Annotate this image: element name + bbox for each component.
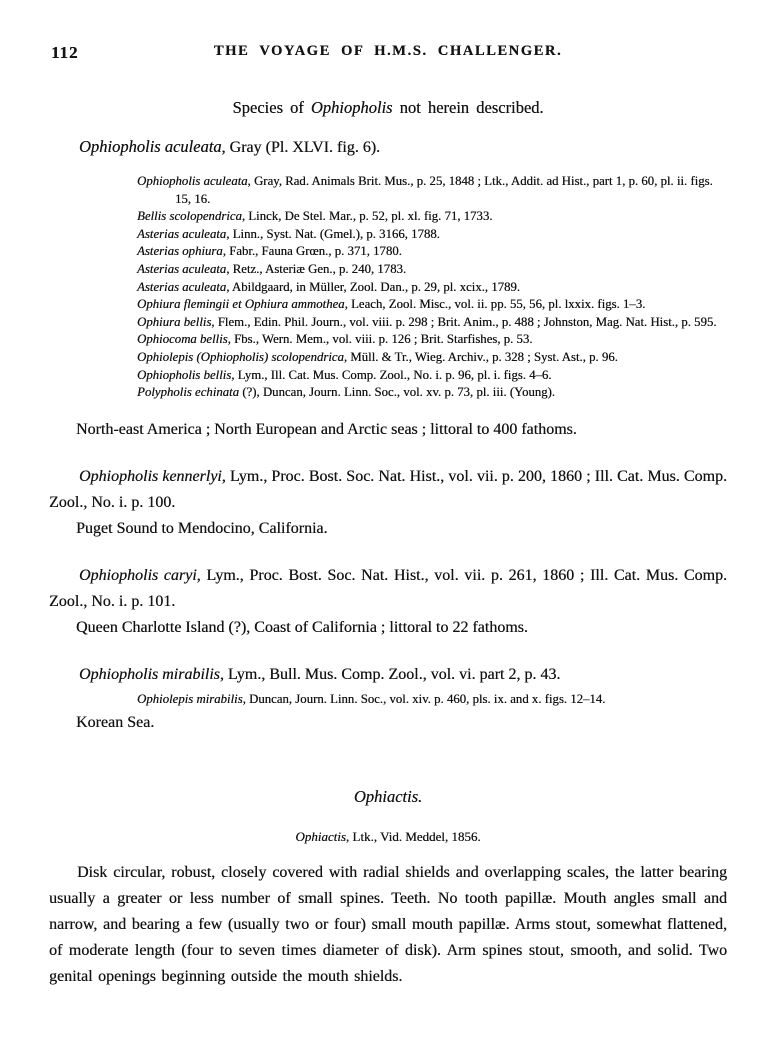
synonym-name: Asterias aculeata bbox=[137, 226, 227, 241]
synonym-entry bbox=[49, 279, 727, 297]
synonym-citation: , Duncan, Journ. Linn. Soc., vol. xiv. p. 460, pls. ix. and x. figs. 12–14. bbox=[242, 691, 606, 706]
species-citation: , Lym., Proc. Bost. Soc. Nat. Hist., vol. vii. p. 261, 1860 ; Ill. Cat. Mus. Comp. Zool., No. i. p. 101. bbox=[49, 566, 727, 610]
synonym-entry bbox=[49, 226, 727, 244]
synonym-list-aculeata bbox=[49, 173, 727, 402]
synonym-citation: , Leach, Zool. Misc., vol. ii. pp. 55, 56, pl. lxxix. figs. 1–3. bbox=[344, 297, 646, 312]
synonym-citation: , Gray, Rad. Animals Brit. Mus., p. 25, 1848 ; Ltk., Addit. ad Hist., part 1, p. 60, pl. ii. figs. 15, 16. bbox=[175, 174, 713, 206]
genus-name: Ophiactis. bbox=[353, 786, 423, 806]
species-citation: , Lym., Bull. Mus. Comp. Zool., vol. vi. part 2, p. 43. bbox=[219, 665, 561, 683]
species-citation: , Lym., Proc. Bost. Soc. Nat. Hist., vol. vii. p. 200, 1860 ; Ill. Cat. Mus. Comp. Zool., No. i. p. 100. bbox=[49, 467, 727, 511]
synonym-name: Ophiolepis (Ophiopholis) scolopendrica bbox=[137, 349, 344, 364]
species-heading-caryi bbox=[49, 563, 727, 615]
synonym-name: Asterias ophiura bbox=[137, 244, 223, 259]
distribution-mirabilis: Korean Sea. bbox=[76, 713, 155, 731]
species-heading-aculeata bbox=[79, 137, 727, 157]
synonym-name: Ophiolepis mirabilis bbox=[137, 691, 243, 706]
species-name: Ophiopholis aculeata bbox=[79, 137, 222, 156]
genus-citation-name: Ophiactis bbox=[295, 828, 346, 844]
synonym-name: Ophiocoma bellis bbox=[137, 332, 228, 347]
synonym-name: Asterias aculeata bbox=[137, 261, 227, 276]
synonym-entry bbox=[49, 384, 727, 402]
synonym-entry bbox=[49, 243, 727, 261]
synonym-entry bbox=[49, 349, 727, 367]
genus-heading bbox=[49, 787, 727, 807]
synonym-citation: , Flem., Edin. Phil. Journ., vol. viii. p. 298 ; Brit. Anim., p. 488 ; Johnston, Mag. Nat. Hist., p. 595. bbox=[211, 314, 717, 329]
species-citation: , Gray (Pl. XLVI. fig. 6). bbox=[221, 139, 381, 156]
synonym-entry bbox=[49, 296, 727, 314]
synonym-name: Ophiura flemingii et Ophiura ammothea bbox=[137, 297, 345, 312]
section-heading-prefix: Species of bbox=[232, 98, 311, 117]
synonym-name: Ophiopholis bellis bbox=[137, 367, 232, 382]
section-heading bbox=[49, 98, 727, 118]
genus-citation bbox=[49, 829, 727, 845]
running-title: THE VOYAGE OF H.M.S. CHALLENGER. bbox=[213, 43, 563, 59]
distribution-aculeata: North-east America ; North European and Arctic seas ; littoral to 400 fathoms. bbox=[76, 420, 577, 438]
synonym-entry bbox=[49, 314, 727, 332]
section-heading-genus: Ophiopholis bbox=[310, 98, 393, 117]
synonym-entry bbox=[49, 367, 727, 385]
synonym-name: Ophiura bellis bbox=[137, 314, 212, 329]
synonym-entry bbox=[49, 261, 727, 279]
species-name: Ophiopholis mirabilis bbox=[79, 665, 220, 683]
synonym-citation: , Retz., Asteriæ Gen., p. 240, 1783. bbox=[226, 261, 407, 276]
synonym-entry bbox=[49, 173, 727, 208]
synonym-name: Bellis scolopendrica bbox=[137, 209, 242, 224]
synonym-name: Polypholis echinata bbox=[137, 385, 240, 400]
genus-citation-rest: , Ltk., Vid. Meddel, 1856. bbox=[345, 828, 481, 844]
synonym-citation: , Linck, De Stel. Mar., p. 52, pl. xl. fig. 71, 1733. bbox=[241, 209, 493, 224]
distribution-caryi: Queen Charlotte Island (?), Coast of California ; littoral to 22 fathoms. bbox=[76, 618, 528, 636]
synonym-citation: , Fbs., Wern. Mem., vol. viii. p. 126 ; Brit. Starfishes, p. 53. bbox=[227, 332, 533, 347]
section-heading-suffix: not herein described. bbox=[392, 98, 544, 117]
synonym-citation: , Fabr., Fauna Grœn., p. 371, 1780. bbox=[222, 244, 402, 259]
synonym-entry-mirabilis bbox=[49, 689, 727, 710]
synonym-citation: , Müll. & Tr., Wieg. Archiv., p. 328 ; Syst. Ast., p. 96. bbox=[343, 349, 618, 364]
synonym-entry bbox=[49, 208, 727, 226]
genus-description: Disk circular, robust, closely covered with radial shields and overlapping scales, the latter bearing usually a greater or less number of small spines. Teeth. No tooth papillæ. Mouth angles small and narrow, and bearing a few (usually two or four) small mouth papillæ. Arms stout, somewhat flattened, of moderate length (four to seven times diameter of disk). Arm spines stout, smooth, and solid. Two genital openings beginning outside the mouth shields. bbox=[49, 863, 727, 985]
synonym-citation: , Linn., Syst. Nat. (Gmel.), p. 3166, 1788. bbox=[226, 226, 440, 241]
species-name: Ophiopholis kennerlyi bbox=[79, 467, 222, 485]
synonym-name: Ophiopholis aculeata bbox=[137, 174, 248, 188]
synonym-entry bbox=[49, 331, 727, 349]
page-number: 112 bbox=[51, 43, 79, 62]
synonym-citation: (?), Duncan, Journ. Linn. Soc., vol. xv. p. 73, pl. iii. (Young). bbox=[239, 385, 556, 400]
species-heading-mirabilis bbox=[49, 662, 727, 688]
running-head bbox=[49, 43, 727, 65]
synonym-citation: , Lym., Ill. Cat. Mus. Comp. Zool., No. i. p. 96, pl. i. figs. 4–6. bbox=[231, 367, 552, 382]
synonym-name: Asterias aculeata bbox=[137, 279, 227, 294]
species-name: Ophiopholis caryi bbox=[79, 566, 197, 584]
species-heading-kennerlyi bbox=[49, 464, 727, 516]
distribution-kennerlyi: Puget Sound to Mendocino, California. bbox=[76, 519, 328, 537]
synonym-citation: , Abildgaard, in Müller, Zool. Dan., p. 29, pl. xcix., 1789. bbox=[226, 279, 520, 294]
